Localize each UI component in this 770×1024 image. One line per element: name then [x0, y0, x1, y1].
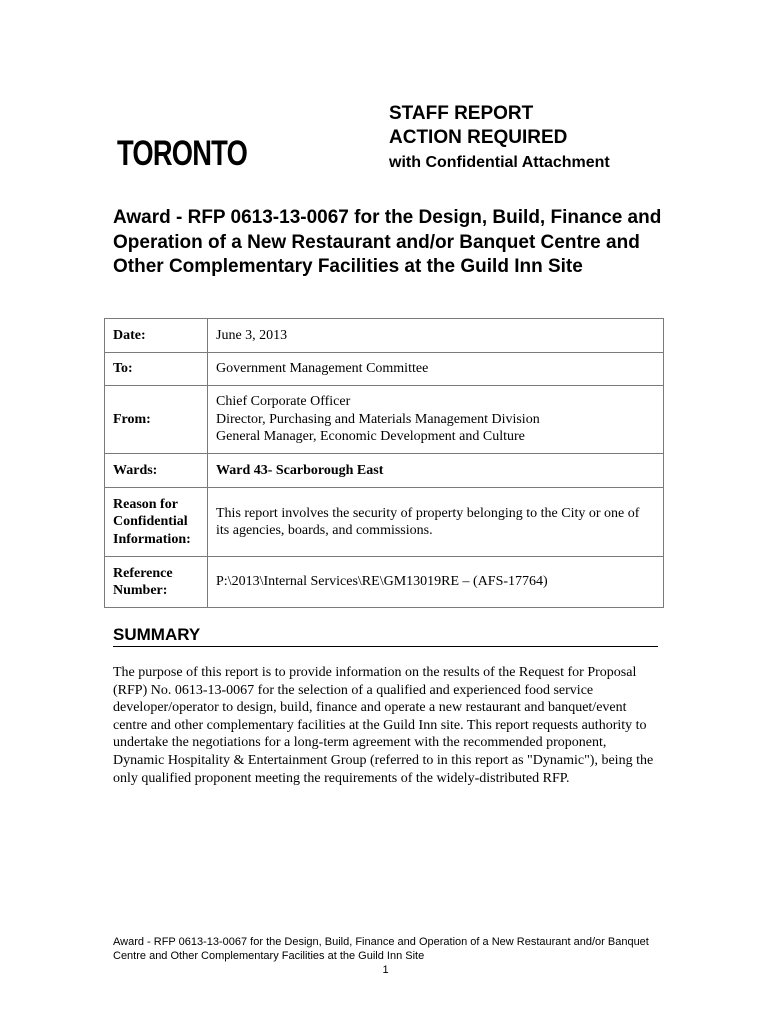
- report-type-line-3: with Confidential Attachment: [389, 154, 610, 171]
- reason-label: [105, 488, 208, 557]
- from-line: Chief Corporate Officer: [216, 394, 351, 410]
- table-row-from: [105, 386, 664, 454]
- wards-label: Wards:: [105, 454, 208, 488]
- table-row-reference: [105, 557, 664, 608]
- reason-value: This report involves the security of property belonging to the City or one of its agencies, boards, and commissions.: [208, 488, 664, 557]
- reference-label: [105, 557, 208, 608]
- reason-label-line: Confidential: [113, 514, 188, 530]
- from-line: Director, Purchasing and Materials Management Division: [216, 411, 540, 427]
- from-label: From:: [105, 386, 208, 454]
- reference-value: P:\2013\Internal Services\RE\GM13019RE – (AFS-17764): [208, 557, 664, 608]
- date-label: Date:: [105, 319, 208, 353]
- report-info-table: [104, 318, 664, 608]
- report-type-line-1: STAFF REPORT: [389, 103, 534, 124]
- summary-body: The purpose of this report is to provide information on the results of the Request for Proposal (RFP) No. 0613-13-0067 for the selection of a qualified and experienced food service developer/operator to design, build, finance and operate a new restaurant and banquet/event centre and other complementary facilities at the Guild Inn site. This report requests authority to undertake the negotiations for a long-term agreement with the recommended proponent, Dynamic Hospitality & Entertainment Group (referred to in this report as "Dynamic"), being the only qualified proponent meeting the requirements of the widely-distributed RFP.: [113, 665, 654, 786]
- summary-heading: SUMMARY: [113, 625, 658, 647]
- reference-label-line: Number:: [113, 583, 168, 598]
- from-value: [208, 386, 664, 454]
- reference-label-line: Reference: [113, 565, 173, 581]
- table-row-reason: [105, 488, 664, 557]
- page-number: 1: [382, 964, 389, 976]
- table-row-to: [105, 353, 664, 386]
- to-label: To:: [105, 353, 208, 386]
- toronto-logo: [113, 121, 265, 171]
- report-type-header: [389, 102, 610, 175]
- report-type-line-2: ACTION REQUIRED: [389, 127, 568, 148]
- date-value: June 3, 2013: [208, 319, 664, 353]
- reason-label-line: Reason for: [113, 496, 178, 512]
- wards-value: Ward 43- Scarborough East: [208, 454, 664, 488]
- table-row-date: [105, 319, 664, 353]
- logo-wordmark: TORONTO: [117, 134, 248, 173]
- page-footer: Award - RFP 0613-13-0067 for the Design, Build, Finance and Operation of a New Restaurant and/or Banquet Centre and Other Complementary Facilities at the Guild Inn Site: [113, 936, 649, 962]
- to-value: Government Management Committee: [208, 353, 664, 386]
- table-row-wards: [105, 454, 664, 488]
- from-line: General Manager, Economic Development and Culture: [216, 429, 525, 445]
- reason-label-line: Information:: [113, 531, 191, 547]
- report-title: Award - RFP 0613-13-0067 for the Design, Build, Finance and Operation of a New Restaurant and/or Banquet Centre and Other Complementary Facilities at the Guild Inn Site: [113, 207, 662, 277]
